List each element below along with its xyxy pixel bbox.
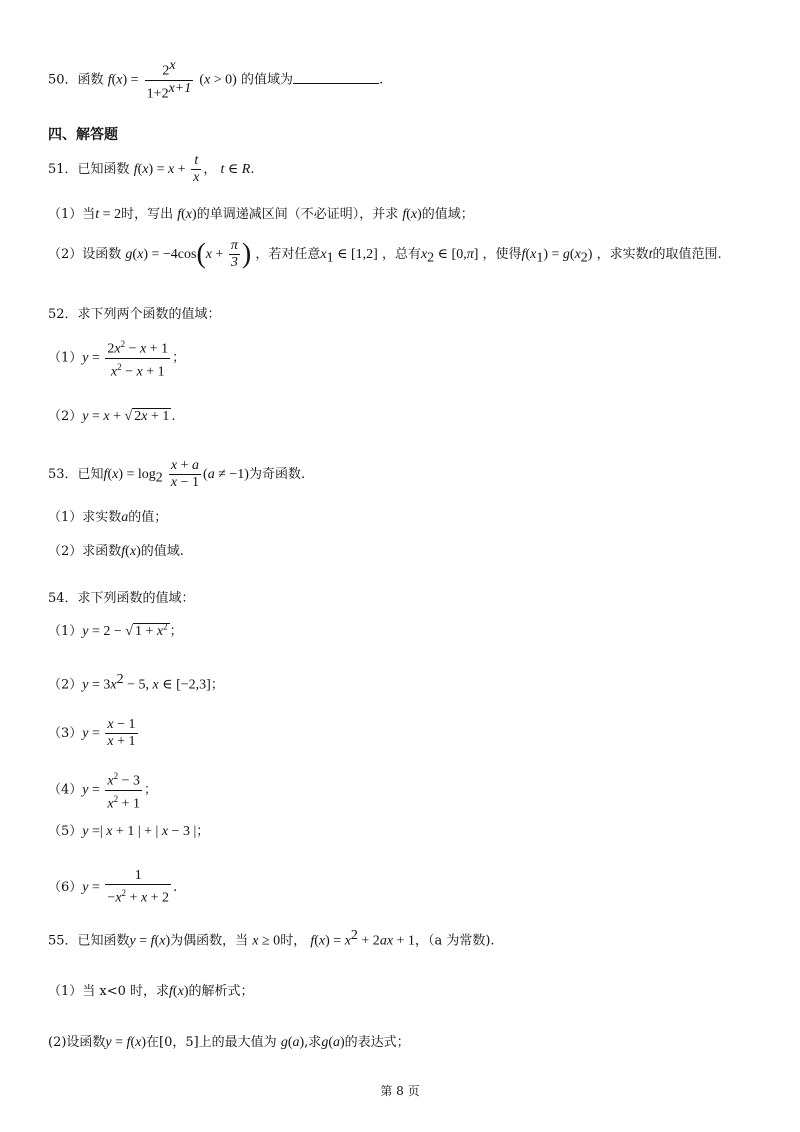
question-54-part-4: （4）y = $\frac{x^2 - 3}{x^2 + 1}$ ； — [48, 768, 157, 812]
q50-formula: f — [107, 72, 112, 88]
question-53-part-2: （2）求函数f(x)的值域. — [48, 544, 184, 559]
question-54-part-3: （3）y = $\frac{x - 1}{x + 1}$ — [48, 717, 136, 749]
question-53-part-1: （1）求实数a的值； — [48, 510, 168, 525]
question-55: 55．已知函数y = f(x)为偶函数，当 x ≥ 0时， $f(x) = x^2 + 2ax + 1$，（a 为常数). — [48, 928, 495, 949]
question-52-part-2: （2）y = x + √ 2x + 1 . — [48, 409, 176, 424]
question-55-part-1: （1）当 x<0 时，求f(x)的解析式； — [48, 984, 254, 999]
question-54-part-1: （1）y = 2 − √ $1 + x^2$ ； — [48, 621, 183, 639]
q50-tail: 的值域为 — [240, 72, 293, 88]
q50-lead: 50．函数 — [48, 72, 104, 88]
question-51: 51．已知函数 f(x) = x + $\frac{t}{x}$ ， t ∈ R. — [48, 153, 255, 185]
question-54-part-5: （5）y =| x + 1 | + | x − 3 |； — [48, 824, 210, 839]
question-51-part-1: （1）当t = 2时，写出 f(x)的单调递减区间（不必证明），并求 f(x)的值域； — [48, 207, 474, 222]
question-52: 52．求下列两个函数的值域： — [48, 307, 221, 322]
question-54-part-2: $(2)y = 3x^2 - 5$, x ∈ [−2,3]； — [48, 672, 224, 693]
section-heading: 四、解答题 — [48, 127, 118, 143]
question-55-part-2: (2)设函数y = f(x)在[0，5]上的最大值为 g(a),求g(a)的表达式； — [48, 1035, 410, 1050]
answer-blank — [293, 71, 379, 84]
question-54: 54．求下列函数的值域： — [48, 591, 195, 606]
q50-fraction: $\frac{2^x}{1+2^{x+1}}$ — [146, 58, 192, 102]
question-52-part-1: （1）y = $\frac{2x^2 - x + 1}{x^2 - x + 1}$ ； — [48, 336, 185, 380]
question-54-part-6: （6）y = $\frac{1}{-x^2 + x + 2}$ . — [48, 868, 178, 906]
page-footer: 第 8 页 — [380, 1084, 420, 1098]
question-50: 50．函数 f(x) = $\frac{2^x}{1+2^{x+1}}$ (x > 0) 的值域为 . — [48, 58, 384, 102]
question-51-part-2: （2）设函数 g(x) = −4cos(x + $\frac{\pi}{3}$ ) ，若对任意$x_1$ ∈ [1,2] ，总有$x_2$ ∈ [0,π] ，使得$f(x_1) = g(x_2)$ ，求实数t的取值范围. — [48, 238, 722, 270]
question-53: 53．已知$f(x) = \log_2$ $\frac{x + a}{x - 1}$ (a ≠ −1)为奇函数. — [48, 458, 306, 490]
